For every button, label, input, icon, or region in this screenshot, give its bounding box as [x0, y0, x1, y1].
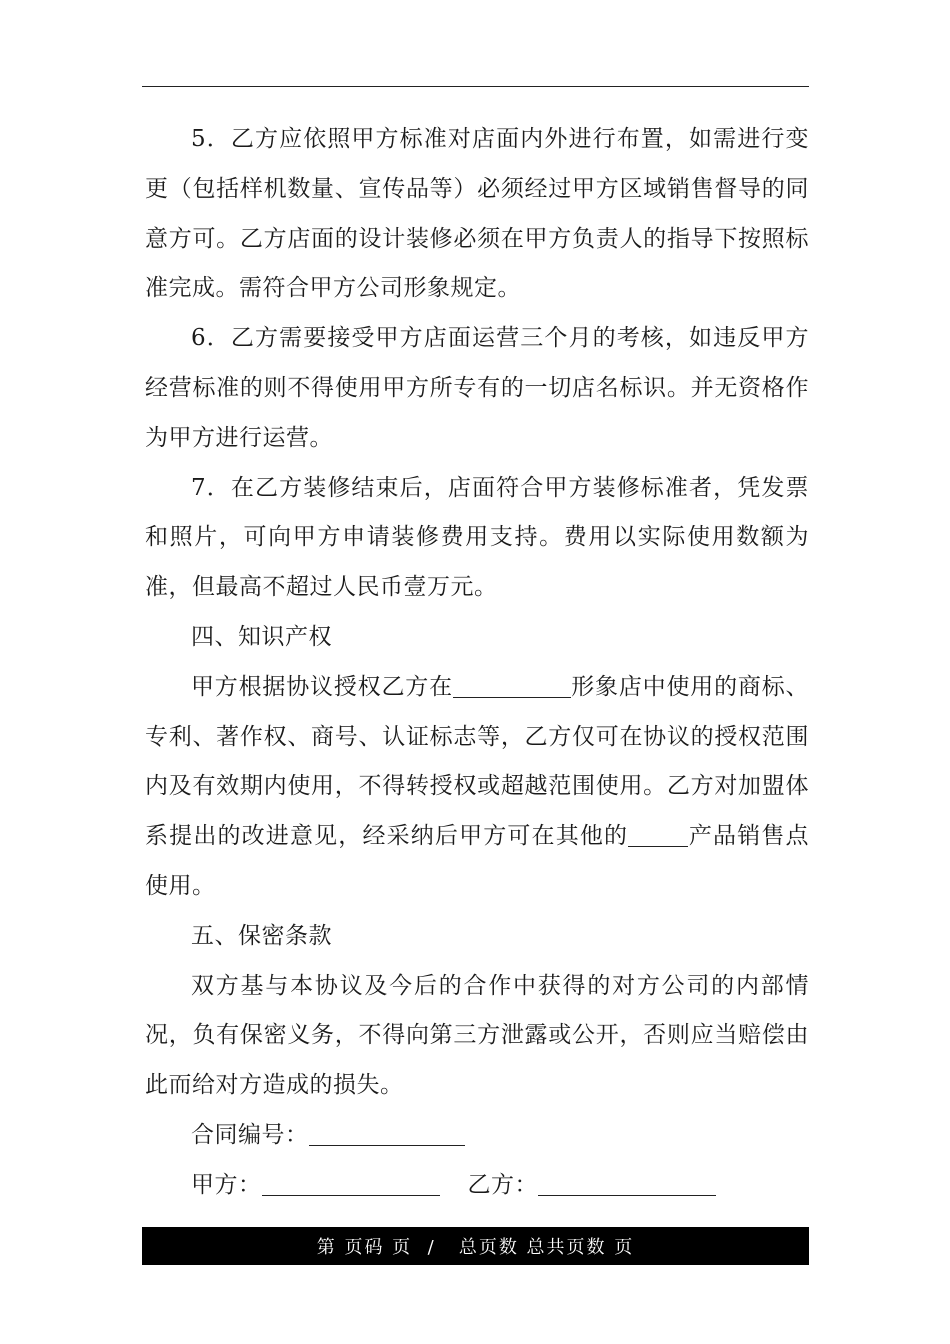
contract-number-line	[145, 1111, 809, 1161]
section-heading-ip: 四、知识产权	[191, 623, 332, 650]
store-name-blank[interactable]	[453, 669, 571, 698]
party-a-blank[interactable]	[262, 1167, 440, 1196]
clause-7: 7．在乙方装修结束后，店面符合甲方装修标准者，凭发票和照片，可向甲方申请装修费用支持。费用以实际使用数额为准，但最高不超过人民币壹万元。	[145, 474, 809, 601]
page-footer	[142, 1227, 809, 1265]
ip-text-3: 产品销售点使用。	[145, 823, 810, 899]
contract-number-label: 合同编号：	[191, 1121, 309, 1148]
party-b-blank[interactable]	[538, 1167, 716, 1196]
header-rule	[142, 86, 809, 87]
confidential-paragraph: 双方基与本协议及今后的合作中获得的对方公司的内部情况，负有保密义务，不得向第三方泄露或公开，否则应当赔偿由此而给对方造成的损失。	[145, 972, 809, 1099]
ip-text-2: 形象店中使用的商标、专利、著作权、商号、认证标志等，乙方仅可在协议的授权范围内及有效期内使用，不得转授权或超越范围使用。乙方对加盟体系提出的改进意见，经采纳后甲方可在其他的	[145, 673, 810, 850]
section-heading-confidential: 五、保密条款	[191, 922, 332, 949]
ip-text-1: 甲方根据协议授权乙方在	[191, 673, 453, 700]
page-number-text: 第 页码 页 / 总页数 总共页数 页	[316, 1237, 635, 1258]
party-b-label: 乙方：	[467, 1171, 538, 1198]
clause-5: 5．乙方应依照甲方标准对店面内外进行布置，如需进行变更（包括样机数量、宣传品等）必须经过甲方区域销售督导的同意方可。乙方店面的设计装修必须在甲方负责人的指导下按照标准完成。需符合甲方公司形象规定。	[145, 126, 809, 302]
signature-line	[145, 1161, 809, 1211]
clause-6: 6．乙方需要接受甲方店面运营三个月的考核，如违反甲方经营标准的则不得使用甲方所专有的一切店名标识。并无资格作为甲方进行运营。	[145, 325, 809, 451]
document-body	[145, 115, 809, 1211]
product-blank[interactable]	[628, 818, 688, 847]
party-a-label: 甲方：	[191, 1171, 262, 1198]
contract-number-blank[interactable]	[309, 1117, 465, 1146]
ip-paragraph	[145, 663, 809, 912]
